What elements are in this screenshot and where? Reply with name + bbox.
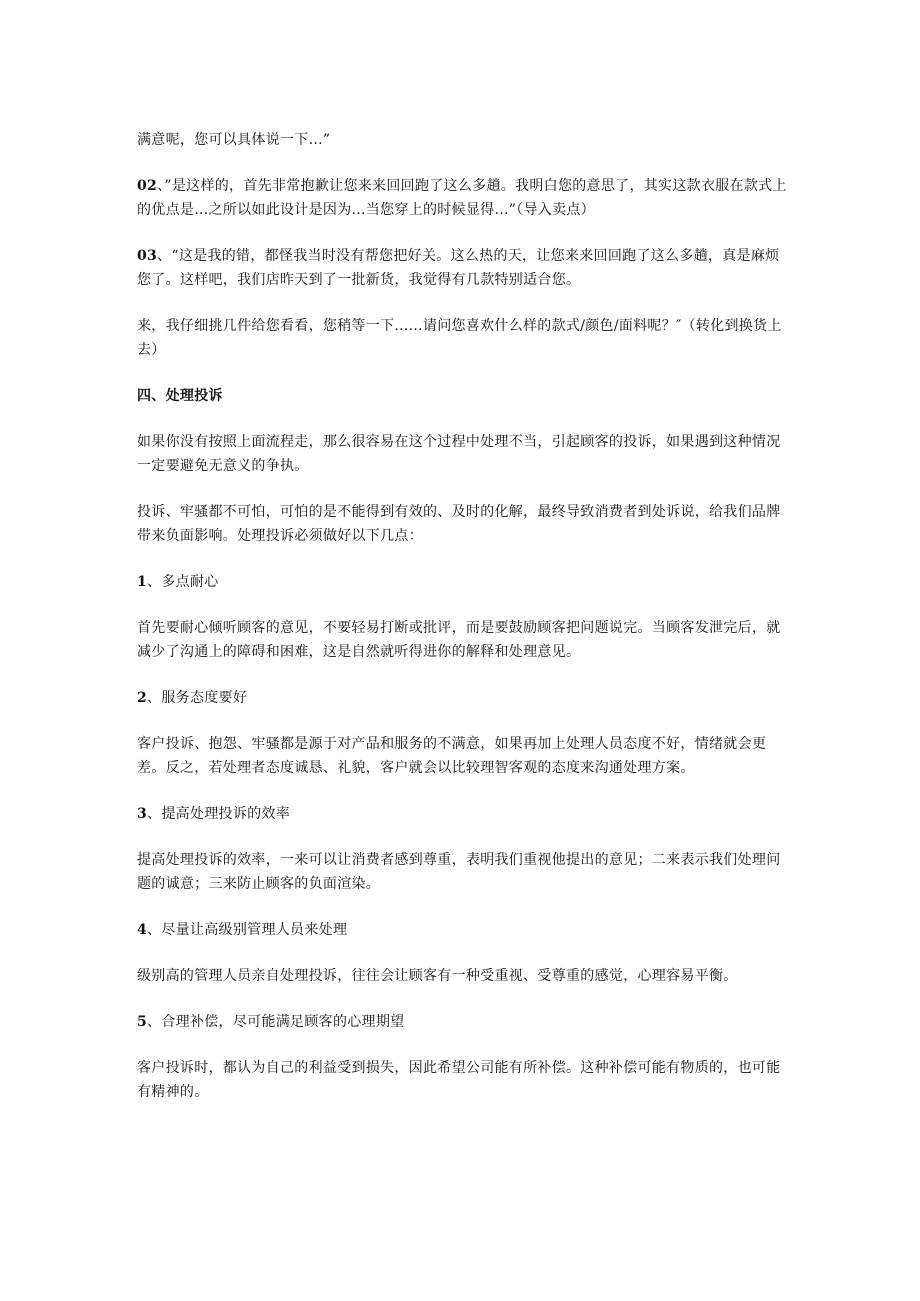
subheading-5-number: 5	[137, 1014, 148, 1030]
paragraph-5: 如果你没有按照上面流程走，那么很容易在这个过程中处理不当，引起顾客的投诉，如果遇到这种情况一定要避免无意义的争执。	[137, 434, 781, 474]
subheading-3-number: 3	[137, 806, 148, 822]
paragraph-1: 满意呢，您可以具体说一下...”	[137, 132, 331, 148]
subheading-4-number: 4	[137, 922, 148, 938]
subheading-2-title: 、服务态度要好	[147, 690, 248, 706]
subsection-3-text: 提高处理投诉的效率，一来可以让消费者感到尊重，表明我们重视他提出的意见；二来表示我们处理问题的诚意；三来防止顾客的负面渲染。	[137, 852, 781, 892]
document-page	[137, 128, 792, 1104]
paragraph-3-text: 、“这是我的错，都怪我当时没有帮您把好关。这么热的天，让您来来回回跑了这么多趟，真是麻烦您了。这样吧，我们店昨天到了一批新货，我觉得有几款特别适合您。	[137, 248, 780, 288]
paragraph-4: 来，我仔细挑几件给您看看，您稍等一下......请问您喜欢什么样的款式/颜色/面料呢？″（转化到换货上去）	[137, 318, 782, 358]
section-heading-4: 四、处理投诉	[137, 388, 223, 404]
subheading-2-number: 2	[137, 690, 148, 706]
subheading-5-title: 、合理补偿，尽可能满足顾客的心理期望	[147, 1014, 405, 1030]
paragraph-3	[137, 244, 792, 292]
subheading-3-title: 、提高处理投诉的效率	[147, 806, 291, 822]
subsection-2-text: 客户投诉、抱怨、牢骚都是源于对产品和服务的不满意，如果再加上处理人员态度不好，情绪就会更差。反之，若处理者态度诚恳、礼貌，客户就会以比较理智客观的态度来沟通处理方案。	[137, 736, 767, 776]
subheading-1-title: 、多点耐心	[147, 574, 219, 590]
subheading-3	[137, 802, 792, 826]
subheading-1-number: 1	[137, 574, 148, 590]
paragraph-2	[137, 174, 792, 222]
paragraph-3-number: 03	[137, 248, 158, 264]
subsection-5-text: 客户投诉时，都认为自己的利益受到损失，因此希望公司能有所补偿。这种补偿可能有物质的，也可能有精神的。	[137, 1060, 781, 1100]
subheading-2	[137, 686, 792, 710]
paragraph-6: 投诉、牢骚都不可怕，可怕的是不能得到有效的、及时的化解，最终导致消费者到处诉说，给我们品牌带来负面影响。处理投诉必须做好以下几点：	[137, 504, 781, 544]
subsection-1-text: 首先要耐心倾听顾客的意见，不要轻易打断或批评，而是要鼓励顾客把问题说完。当顾客发泄完后，就减少了沟通上的障碍和困难，这是自然就听得进你的解释和处理意见。	[137, 620, 781, 660]
paragraph-2-number: 02	[137, 178, 158, 194]
subheading-5	[137, 1010, 792, 1034]
subsection-4-text: 级别高的管理人员亲自处理投诉，往往会让顾客有一种受重视、受尊重的感觉，心理容易平衡。	[137, 968, 738, 984]
paragraph-2-text: 、”是这样的，首先非常抱歉让您来来回回跑了这么多趟。我明白您的意思了，其实这款衣服在款式上的优点是…之所以如此设计是因为...当您穿上的时候显得...”（导入卖点）	[137, 178, 787, 218]
subheading-4	[137, 918, 792, 942]
subheading-4-title: 、尽量让高级别管理人员来处理	[147, 922, 348, 938]
subheading-1	[137, 570, 792, 594]
